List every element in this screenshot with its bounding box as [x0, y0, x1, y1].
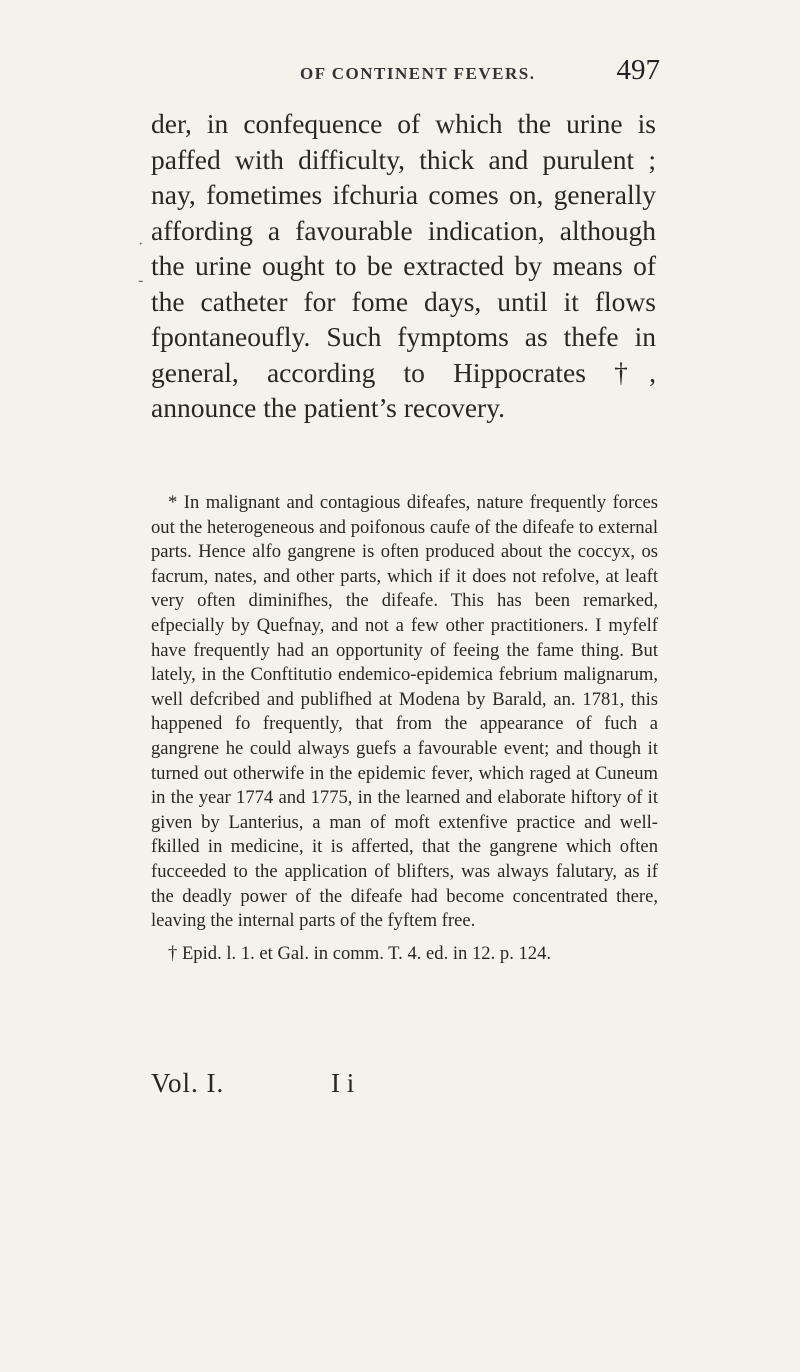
- footnotes: [151, 491, 658, 966]
- volume-label: Vol. I.: [151, 1068, 225, 1098]
- margin-mark: -: [138, 272, 144, 289]
- footnote-dagger: † Epid. l. 1. et Gal. in comm. T. 4. ed. in 12. p. 124.: [168, 942, 552, 964]
- running-title: OF CONTINENT FEVERS.: [300, 64, 536, 83]
- margin-mark: ·: [138, 236, 144, 253]
- signature-mark: I i: [331, 1068, 355, 1098]
- main-text: [151, 106, 656, 426]
- footnote-star: * In malignant and contagious difeafes, nature frequently forces out the heterogeneous and poifonous caufe of the difeafe to external parts. Hence alfo gangrene is often produced about the coccyx, os facrum, nates, and other parts, which if it does not refolve, at leaft very often diminifhes, the difeafe. This has been remarked, efpecially by Quefnay, and not a few other practitioners. I myfelf have frequently had an opportunity of feeing the fame thing. But lately, in the Conftitutio endemico-epidemica febrium malignarum, well defcribed and publifhed at Modena by Barald, an. 1781, this happened fo frequently, that from the appearance of fuch a gangrene he could always guefs a favourable event; and though it turned out otherwife in the epidemic fever, which raged at Cuneum in the year 1774 and 1775, in the learned and elaborate hiftory of it given by Lanterius, a man of moft extenfive practice and well-fkilled in medicine, it is afferted, that the gangrene which often fucceeded to the application of blifters, was always falutary, as if the deadly power of the difeafe had become concentrated there, leaving the internal parts of the fyftem free.: [151, 492, 658, 932]
- page-number: 497: [616, 54, 660, 86]
- page-header: [250, 52, 660, 92]
- body-paragraph: der, in confequence of which the urine is paffed with difficulty, thick and purulent ; nay, fometimes ifchuria comes on, generally affording a favourable indication, although the urine ought to be extracted by means of the catheter for fome days, until it flows fpontaneoufly. Such fymptoms as thefe in general, according to Hippocrates †, announce the patient’s recovery.: [151, 108, 656, 423]
